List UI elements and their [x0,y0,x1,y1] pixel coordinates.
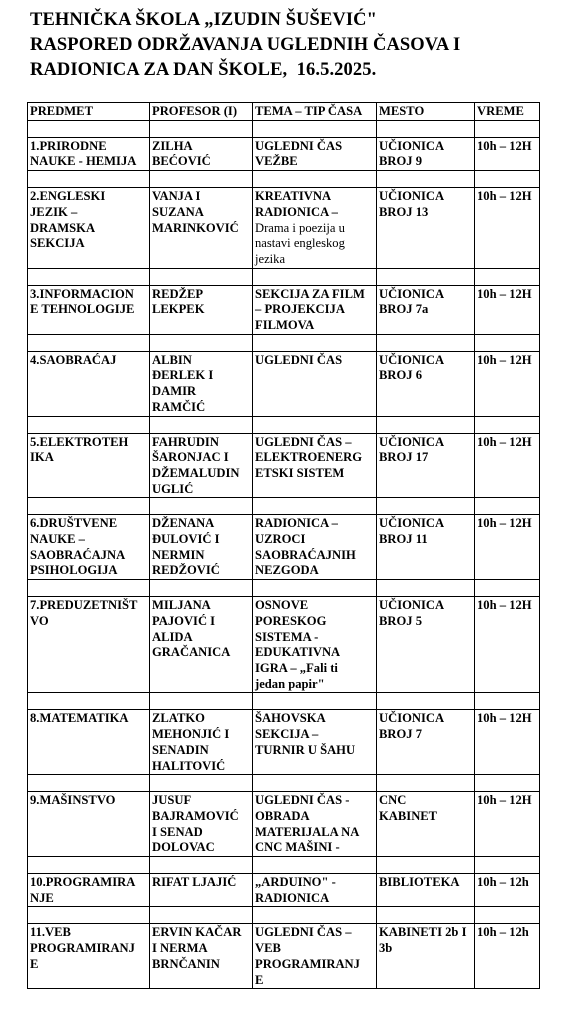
topic-cell [253,351,377,416]
topic-cell [253,515,377,580]
cell-line: REDŽOVIĆ [152,563,220,578]
cell-line: jezika [255,251,286,266]
topic-cell [253,285,377,334]
table-row [28,924,540,989]
empty-cell [150,416,253,433]
subject-cell [28,351,150,416]
spacer-row [28,857,540,874]
empty-cell [475,857,540,874]
spacer-row [28,120,540,137]
place-cell [377,137,475,170]
spacer-row [28,334,540,351]
empty-cell [253,693,377,710]
cell-line: RAMČIĆ [152,399,206,414]
empty-cell [253,120,377,137]
cell-line: ĐERLEK I [152,368,214,383]
empty-cell [28,693,150,710]
empty-cell [475,268,540,285]
place-cell [377,710,475,775]
time-cell: 10h – 12H [475,792,540,857]
header-cell-teacher: PROFESOR (I) [150,103,253,121]
time-cell: 10h – 12H [475,710,540,775]
topic-cell [253,433,377,498]
place-cell [377,597,475,693]
cell-line: UGLEDNI ČAS - [255,793,350,808]
teacher-cell [150,874,253,907]
cell-line: UGLEDNI ČAS [255,352,343,367]
empty-cell [377,907,475,924]
title-line-2: RASPORED ODRŽAVANJA UGLEDNIH ČASOVA I [30,35,461,55]
topic-cell [253,597,377,693]
empty-cell [377,857,475,874]
subject-cell [28,597,150,693]
cell-line: RADIONICA – [255,204,338,219]
teacher-cell [150,433,253,498]
cell-line: EDUKATIVNA [255,645,341,660]
empty-cell [475,907,540,924]
empty-cell [28,498,150,515]
cell-line: BRNČANIN [152,956,220,971]
cell-line: SUZANA [152,204,204,219]
cell-line: CNC [379,793,407,808]
header-cell-topic: TEMA – TIP ČASA [253,103,377,121]
cell-line: UČIONICA [379,352,445,367]
cell-line: PORESKOG [255,613,327,628]
cell-line: ŠARONJAC I [152,450,229,465]
cell-line: ALBIN [152,352,192,367]
cell-line: BROJ 11 [379,532,428,547]
topic-cell [253,710,377,775]
header-cell-subject: PREDMET [28,103,150,121]
cell-line: JUSUF [152,793,192,808]
table-row [28,137,540,170]
empty-cell [150,268,253,285]
title-line-3: RADIONICA ZA DAN ŠKOLE, 16.5.2025. [30,60,377,80]
place-cell [377,924,475,989]
place-cell [377,188,475,269]
empty-cell [28,580,150,597]
subject-cell [28,710,150,775]
place-cell [377,351,475,416]
time-cell: 10h – 12H [475,433,540,498]
empty-cell [150,498,253,515]
cell-line: RADIONICA – [255,516,338,531]
empty-cell [475,580,540,597]
cell-line: – PROJEKCIJA [255,302,345,317]
cell-line: BROJ 7a [379,302,429,317]
cell-line: SAOBRAĆAJNIH [255,547,356,562]
cell-line: OBRADA [255,808,310,823]
cell-line: VANJA I [152,189,201,204]
empty-cell [475,171,540,188]
empty-cell [377,268,475,285]
cell-line: KABINET [379,808,438,823]
table-row [28,433,540,498]
spacer-row [28,775,540,792]
document-title [30,8,460,83]
teacher-cell [150,924,253,989]
empty-cell [253,334,377,351]
cell-line: BIBLIOTEKA [379,875,460,890]
empty-cell [150,857,253,874]
time-cell: 10h – 12h [475,924,540,989]
cell-line: 10.PROGRAMIRA [30,875,136,890]
subject-cell [28,874,150,907]
table-row [28,515,540,580]
empty-cell [377,775,475,792]
cell-line: DRAMSKA [30,220,96,235]
cell-line: SEKCIJA – [255,727,319,742]
cell-line: HALITOVIĆ [152,758,226,773]
cell-line: SENADIN [152,742,209,757]
table-row [28,188,540,269]
empty-cell [253,857,377,874]
empty-cell [28,416,150,433]
subject-cell [28,433,150,498]
time-cell: 10h – 12h [475,874,540,907]
cell-line: SISTEMA - [255,629,319,644]
cell-line: VEB [255,941,281,956]
cell-line: Drama i poezija u [255,220,345,235]
cell-line: UGLEDNI ČAS – [255,434,352,449]
cell-line: UGLIĆ [152,481,194,496]
time-cell: 10h – 12H [475,188,540,269]
cell-line: CNC MAŠINI - [255,840,340,855]
cell-line: PROGRAMIRANJ [255,956,360,971]
cell-line: DŽENANA [152,516,215,531]
empty-cell [253,580,377,597]
schedule-table [27,102,540,989]
cell-line: VEŽBE [255,154,298,169]
empty-cell [253,416,377,433]
subject-cell [28,792,150,857]
cell-line: BROJ 9 [379,154,423,169]
cell-line: ERVIN KAČAR [152,925,242,940]
empty-cell [28,775,150,792]
cell-line: ETSKI SISTEM [255,465,345,480]
teacher-cell [150,515,253,580]
teacher-cell [150,597,253,693]
spacer-row [28,416,540,433]
empty-cell [377,498,475,515]
cell-line: SEKCIJA [30,236,85,251]
cell-line: 9.MAŠINSTVO [30,793,116,808]
cell-line: 3.INFORMACION [30,286,134,301]
empty-cell [28,120,150,137]
cell-line: 3b [379,941,393,956]
cell-line: ZLATKO [152,711,205,726]
topic-cell [253,874,377,907]
empty-cell [253,498,377,515]
cell-line: LEKPEK [152,302,205,317]
cell-line: E [30,956,39,971]
place-cell [377,874,475,907]
header-cell-time: VREME [475,103,540,121]
subject-cell [28,285,150,334]
empty-cell [28,268,150,285]
place-cell [377,433,475,498]
cell-line: UČIONICA [379,434,445,449]
cell-line: I NERMA [152,941,208,956]
cell-line: PROGRAMIRANJ [30,941,135,956]
header-cell-place: MESTO [377,103,475,121]
cell-line: NERMIN [152,547,205,562]
cell-line: MEHONJIĆ I [152,727,230,742]
cell-line: BROJ 6 [379,368,423,383]
empty-cell [28,334,150,351]
place-cell [377,792,475,857]
table-row [28,597,540,693]
cell-line: UČIONICA [379,711,445,726]
cell-line: NEZGODA [255,563,319,578]
empty-cell [253,775,377,792]
spacer-row [28,498,540,515]
cell-line: REDŽEP [152,286,204,301]
subject-cell [28,515,150,580]
cell-line: RADIONICA [255,890,330,905]
empty-cell [28,171,150,188]
table-row [28,351,540,416]
empty-cell [475,498,540,515]
empty-cell [150,580,253,597]
teacher-cell [150,710,253,775]
cell-line: IKA [30,450,54,465]
cell-line: 5.ELEKTROTEH [30,434,129,449]
cell-line: jedan papir" [255,676,325,691]
cell-line: OSNOVE [255,598,309,613]
cell-line: JEZIK – [30,204,78,219]
cell-line: 2.ENGLESKI [30,189,106,204]
cell-line: DAMIR [152,384,197,399]
spacer-row [28,171,540,188]
empty-cell [253,268,377,285]
cell-line: E [255,972,264,987]
empty-cell [475,416,540,433]
cell-line: TURNIR U ŠAHU [255,742,356,757]
cell-line: DŽEMALUDIN [152,465,240,480]
cell-line: UČIONICA [379,598,445,613]
cell-line: 8.MATEMATIKA [30,711,129,726]
cell-line: 1.PRIRODNE [30,138,107,153]
cell-line: „ARDUINO" - [255,875,336,890]
cell-line: ZILHA [152,138,193,153]
empty-cell [475,120,540,137]
empty-cell [377,416,475,433]
cell-line: UČIONICA [379,286,445,301]
empty-cell [150,171,253,188]
empty-cell [150,334,253,351]
cell-line: BROJ 5 [379,613,423,628]
time-cell: 10h – 12H [475,597,540,693]
cell-line: VO [30,613,49,628]
cell-line: NAUKE - HEMIJA [30,154,137,169]
cell-line: PSIHOLOGIJA [30,563,118,578]
spacer-row [28,580,540,597]
cell-line: 6.DRUŠTVENE [30,516,118,531]
spacer-row [28,693,540,710]
teacher-cell [150,285,253,334]
cell-line: UZROCI [255,532,306,547]
teacher-cell [150,792,253,857]
subject-cell [28,137,150,170]
subject-cell [28,924,150,989]
cell-line: KREATIVNA [255,189,332,204]
cell-line: BROJ 13 [379,204,429,219]
cell-line: DOLOVAC [152,840,215,855]
teacher-cell [150,351,253,416]
cell-line: RIFAT LJAJIĆ [152,875,237,890]
topic-cell [253,792,377,857]
time-cell: 10h – 12H [475,515,540,580]
spacer-row [28,907,540,924]
header-row [28,103,540,121]
cell-line: UGLEDNI ČAS – [255,925,352,940]
table-row [28,874,540,907]
cell-line: UČIONICA [379,189,445,204]
cell-line: NAUKE – [30,532,85,547]
cell-line: IGRA – „Fali ti [255,660,338,675]
cell-line: BAJRAMOVIĆ [152,808,239,823]
cell-line: E TEHNOLOGIJE [30,302,135,317]
teacher-cell [150,188,253,269]
subject-cell [28,188,150,269]
table-row [28,285,540,334]
table-row [28,710,540,775]
cell-line: I SENAD [152,824,203,839]
cell-line: KABINETI 2b I [379,925,467,940]
time-cell: 10h – 12H [475,137,540,170]
empty-cell [475,334,540,351]
cell-line: BROJ 17 [379,450,429,465]
cell-line: 7.PREDUZETNIŠT [30,598,138,613]
cell-line: FILMOVA [255,318,315,333]
spacer-row [28,268,540,285]
empty-cell [28,907,150,924]
cell-line: UČIONICA [379,138,445,153]
cell-line: BEĆOVIĆ [152,154,211,169]
empty-cell [377,171,475,188]
cell-line: ŠAHOVSKA [255,711,326,726]
cell-line: NJE [30,890,54,905]
cell-line: GRAČANICA [152,645,231,660]
cell-line: UČIONICA [379,516,445,531]
empty-cell [377,693,475,710]
empty-cell [28,857,150,874]
empty-cell [150,120,253,137]
cell-line: 4.SAOBRAĆAJ [30,352,117,367]
cell-line: SEKCIJA ZA FILM [255,286,365,301]
empty-cell [377,580,475,597]
cell-line: BROJ 7 [379,727,423,742]
empty-cell [253,907,377,924]
place-cell [377,285,475,334]
cell-line: UGLEDNI ČAS [255,138,343,153]
cell-line: ALIDA [152,629,193,644]
title-line-1: TEHNIČKA ŠKOLA „IZUDIN ŠUŠEVIĆ" [30,10,377,30]
topic-cell [253,137,377,170]
empty-cell [150,907,253,924]
cell-line: ĐULOVIĆ I [152,532,220,547]
cell-line: ELEKTROENERG [255,450,363,465]
topic-cell [253,924,377,989]
cell-line: MILJANA [152,598,211,613]
table-row [28,792,540,857]
cell-line: MATERIJALA NA [255,824,360,839]
empty-cell [377,120,475,137]
time-cell: 10h – 12H [475,285,540,334]
time-cell: 10h – 12H [475,351,540,416]
cell-line: FAHRUDIN [152,434,219,449]
empty-cell [150,693,253,710]
cell-line: SAOBRAĆAJNA [30,547,126,562]
cell-line: MARINKOVIĆ [152,220,239,235]
cell-line: PAJOVIĆ I [152,613,216,628]
teacher-cell [150,137,253,170]
empty-cell [475,775,540,792]
empty-cell [377,334,475,351]
cell-line: 11.VEB [30,925,71,940]
cell-line: nastavi engleskog [255,236,345,251]
place-cell [377,515,475,580]
topic-cell [253,188,377,269]
empty-cell [150,775,253,792]
empty-cell [253,171,377,188]
empty-cell [475,693,540,710]
